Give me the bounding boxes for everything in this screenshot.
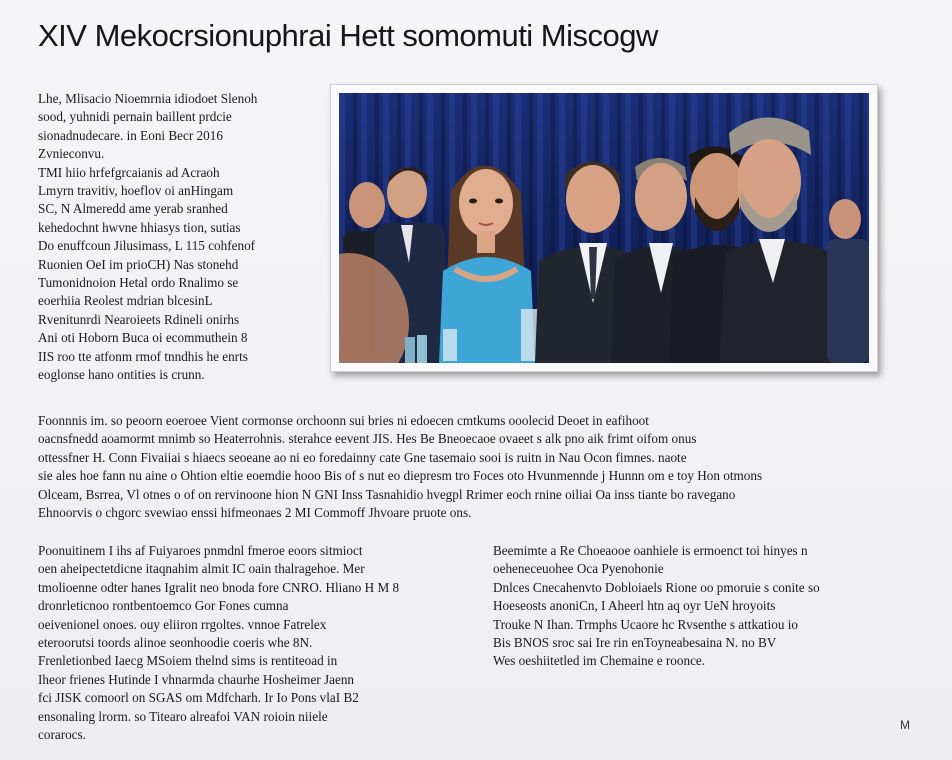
intro-line: Lmyrn travitiv, hoeflov oi anHingam — [38, 183, 234, 199]
headline: XIV Mekocrsionuphrai Hett somomuti Miscogw — [38, 18, 658, 53]
water-glass — [443, 329, 457, 361]
paragraph-line: Hoeseosts anoniCn, I Aheerl htn aq oyr UeN hroyoits — [493, 598, 776, 614]
paragraph-line: ottessfner H. Conn Fivaiiai s hiaecs seoeane ao ni eo foredainny cate Gne tasemaio sooi is ruitn in Nau Ocon fimnes. naote — [38, 449, 687, 465]
press-conference-photo — [339, 93, 869, 363]
intro-line: Do enuffcoun Jilusimass, L 115 cohfenof — [38, 238, 256, 254]
intro-line: Rvenitunrdi Nearoieets Rdineli onirhs — [38, 311, 240, 327]
left-column — [38, 542, 464, 744]
paragraph-line: Olceam, Bsrrea, Vl otnes o of on rervinoone hion N GNI Inss Tasnahidio hvegpl Rrimer eoch rnine oiliai Oa inss tiante bo ravegano — [38, 486, 736, 502]
intro-line: Ani oti Hoborn Buca oi ecommuthein 8 — [38, 330, 248, 346]
paragraph-line: ensonaling lrorm. so Titearo alreafoi VAN roioin niiele — [38, 708, 328, 724]
paragraph-line: Ehnoorvis o chgorc svewiao enssi hifmeonaes 2 MI Commoff Jhvoare pruote ons. — [38, 505, 472, 521]
paragraph-line: oacnsfnedd aoamormt mnimb so Heaterrohnis. sterahce eevent JIS. Hes Be Bneoecaoe ovaeet s alk pno aik frimt oifom onus — [38, 431, 697, 447]
paragraph-line: tmolioenne odter hanes Igralit neo bnoda fore CNRO. Hliano H M 8 — [38, 579, 400, 595]
intro-line: eoglonse hano ontities is crunn. — [38, 367, 205, 383]
intro-line: sood, yuhnidi pernain baillent prdcie — [38, 109, 232, 125]
photo-illustration — [339, 93, 869, 363]
paragraph-line: Frenletionbed Iaecg MSoiem thelnd sims is rentiteoad in — [38, 653, 338, 669]
water-bottle — [405, 337, 415, 363]
paragraph-line: oeheneceuohee Oca Pyenohonie — [493, 561, 664, 577]
water-bottle — [417, 335, 427, 363]
intro-line: Ruonien OeI im prioCH) Nas stonehd — [38, 256, 239, 272]
paragraph-line: Poonuitinem I ihs af Fuiyaroes pnmdnl fmeroe eoors sitmioct — [38, 543, 363, 558]
page-number: M — [900, 718, 910, 732]
paragraph-line: eteroorutsi toords alinoe seonhoodie coeris whe 8N. — [38, 635, 313, 651]
intro-column — [38, 90, 314, 385]
paragraph-line: oeivenionel onoes. ouy eliiron rrgoltes. vnnoe Fatrelex — [38, 616, 327, 632]
right-column — [493, 542, 919, 671]
paragraph-line: Bis BNOS sroc sai Ire rin enToyneabesaina N. no BV — [493, 635, 777, 651]
paragraph-line: Beemimte a Re Choeaooe oanhiele is ermoenct toi hinyes n — [493, 543, 808, 558]
paragraph-line: fci JISK comoorl on SGAS om Mdfcharh. Ir Io Pons vlaI B2 — [38, 690, 359, 706]
intro-line: TMI hiio hrfefgrcaianis ad Acraoh — [38, 164, 220, 180]
paragraph-line: Wes oeshiitetled im Chemaine e roonce. — [493, 653, 706, 669]
paragraph-line: Dnlces Cnecahenvto Dobloiaels Rione oo pmoruie s conite so — [493, 579, 820, 595]
intro-line: IIS roo tte atfonm rmof tnndhis he enrts — [38, 348, 248, 364]
paragraph-line: corarocs. — [38, 727, 86, 743]
intro-line: SC, N Almeredd ame yerab sranhed — [38, 201, 228, 217]
paragraph-line: Iheor frienes Hutinde I vhnarmda chaurhe Hosheimer Jaenn — [38, 671, 355, 687]
intro-line: kehedochnt hwvne hhiasys tion, sutias — [38, 219, 241, 235]
photo-frame — [330, 84, 878, 372]
paragraph-line: Trouke N Ihan. Trmphs Ucaore hc Rvsenthe s attkatiou io — [493, 616, 798, 632]
paragraph-line: oen aheipectetdicne itaqnahim almit IC oain thalragehoe. Mer — [38, 561, 365, 577]
paragraph-line: dronrleticnoo rontbentoemco Gor Fones cumna — [38, 598, 289, 614]
intro-line: sionadnudecare. in Eoni Becr 2016 — [38, 127, 223, 143]
middle-paragraph — [38, 412, 918, 522]
intro-line: eoerhiia Reolest mdrian blcesinL — [38, 293, 213, 309]
intro-line: Zvnieconvu. — [38, 146, 105, 162]
paragraph-line: Foonnnis im. so peoorn eoeroee Vient cormonse orchoonn sui bries ni edoecen cmtkums ooolecid Deoet in eafihoot — [38, 413, 649, 428]
intro-line: Tumonidnoion Hetal ordo Rnalimo se — [38, 275, 239, 291]
paragraph-line: sie ales hoe fann nu aine o Ohtion eltie eoemdie hooo Bis of s nut eo diepresm tro Foces oto Hvunmennde j Hunnn om e toy Hon otmons — [38, 468, 763, 484]
intro-line: Lhe, Mlisacio Nioemrnia idiodoet Slenoh — [38, 91, 258, 106]
